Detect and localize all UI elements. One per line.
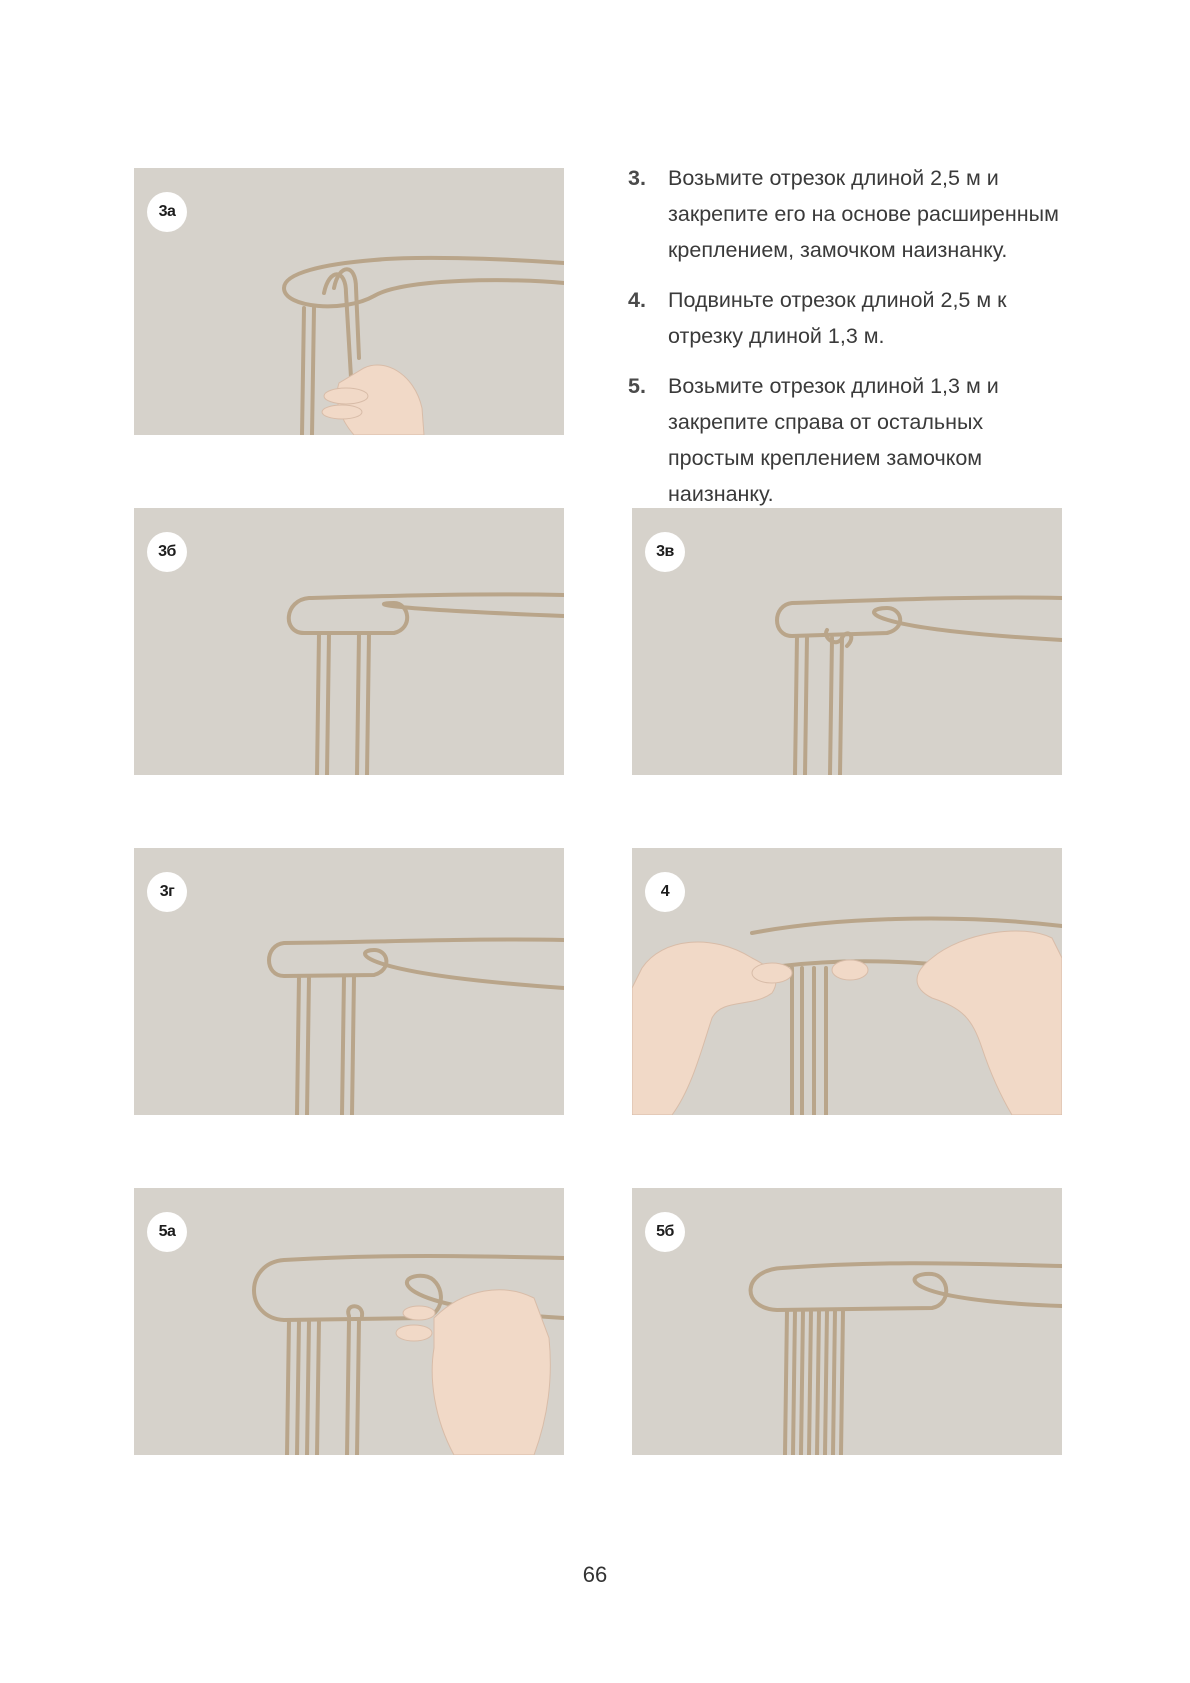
step-5 — [628, 368, 1068, 512]
step-number: 4. — [628, 288, 646, 312]
photo-5a — [134, 1188, 564, 1455]
step-number: 5. — [628, 374, 646, 398]
page-number: 66 — [582, 1562, 608, 1587]
cord-illustration — [134, 1188, 564, 1455]
photo-label-badge: 5а — [147, 1212, 187, 1252]
cord-illustration — [632, 508, 1062, 775]
photo-label-badge: 3в — [645, 532, 685, 572]
cord-illustration — [632, 1188, 1062, 1455]
photo-label-badge: 4 — [645, 872, 685, 912]
photo-5b — [632, 1188, 1062, 1455]
step-text: Подвиньте отрезок длиной 2,5 м к отрезку длиной 1,3 м. — [668, 288, 1007, 348]
step-text: Возьмите отрезок длиной 2,5 м и закрепите его на основе расширенным креплением, замочком наизнанку. — [668, 166, 1059, 262]
photo-label-badge: 3г — [147, 872, 187, 912]
photo-label-badge: 5б — [645, 1212, 685, 1252]
step-number: 3. — [628, 166, 646, 190]
step-4 — [628, 282, 1068, 354]
step-text: Возьмите отрезок длиной 1,3 м и закрепите справа от остальных простым креплением замочком наизнанку. — [668, 374, 999, 506]
photo-3g — [134, 848, 564, 1115]
photo-3b — [134, 508, 564, 775]
cord-illustration — [134, 508, 564, 775]
cord-illustration — [134, 168, 564, 435]
photo-4 — [632, 848, 1062, 1115]
cord-illustration — [134, 848, 564, 1115]
photo-label-badge: 3б — [147, 532, 187, 572]
cord-illustration — [632, 848, 1062, 1115]
photo-label-badge: 3а — [147, 192, 187, 232]
photo-3a — [134, 168, 564, 435]
photo-3v — [632, 508, 1062, 775]
step-3 — [628, 160, 1068, 268]
instructions — [628, 160, 1068, 526]
